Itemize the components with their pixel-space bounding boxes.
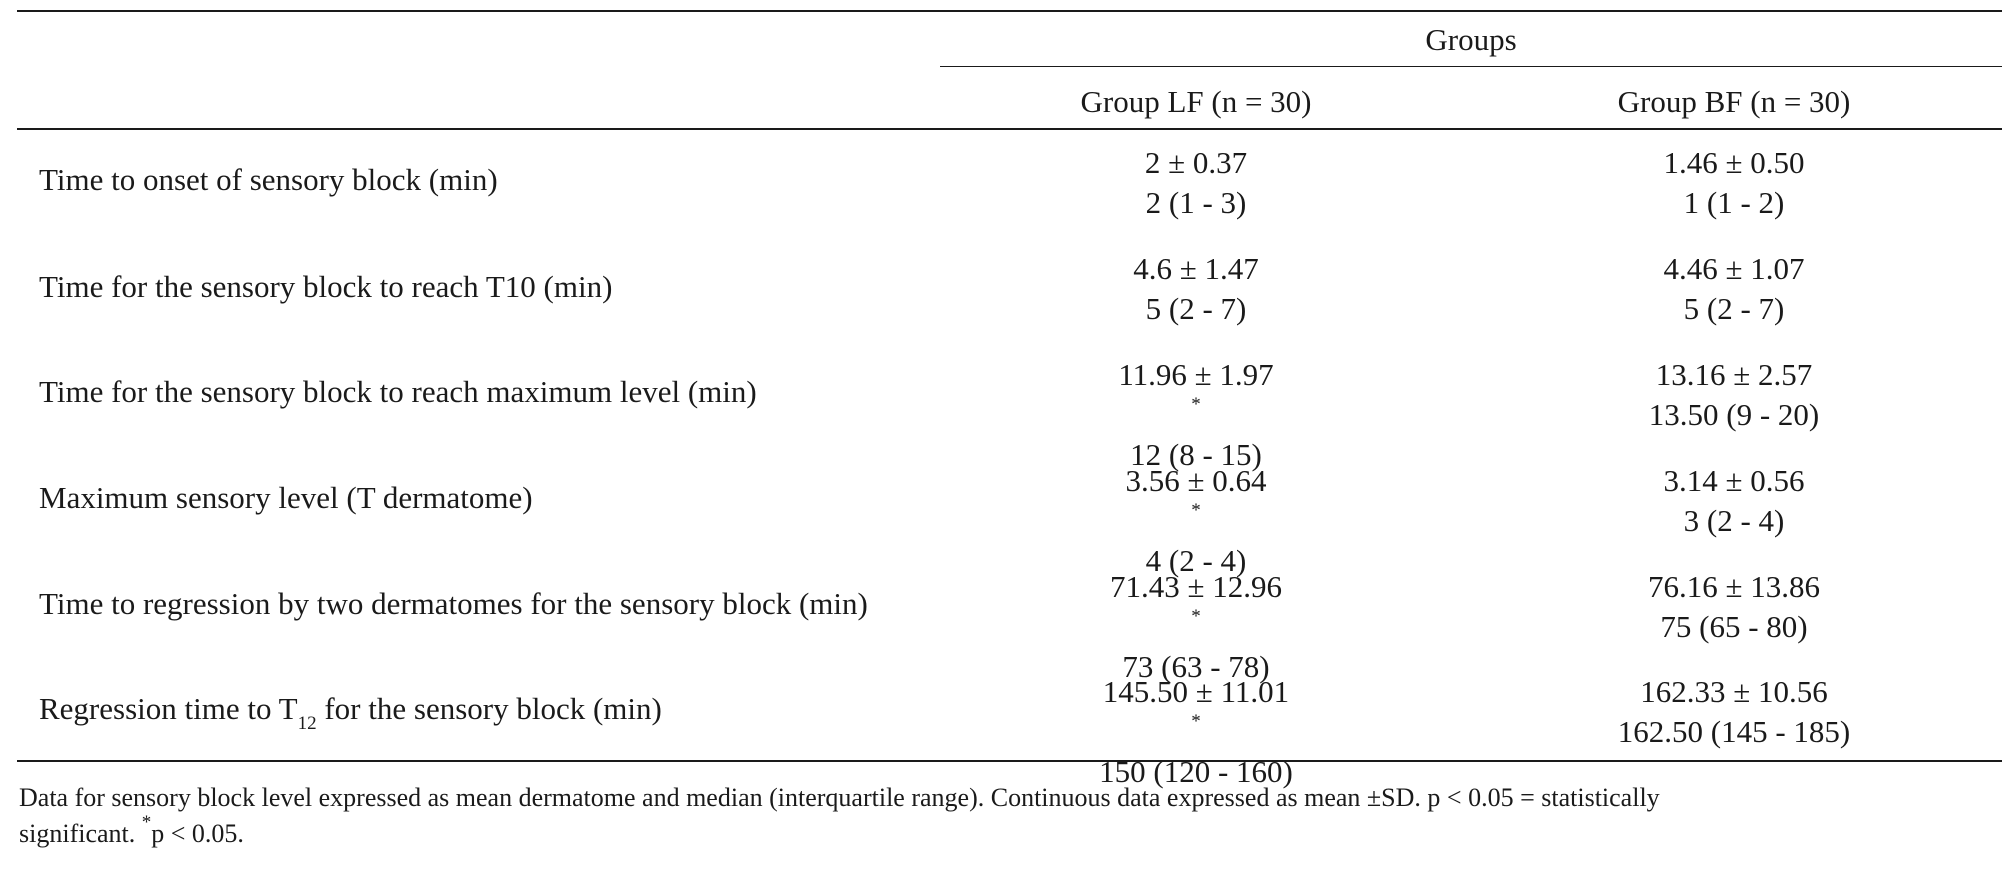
lf-mean: 2 ± 0.37 — [1144, 145, 1248, 180]
column-header-bf: Group BF (n = 30) — [1617, 84, 1851, 119]
bf-mean: 162.33 ± 10.56 — [1640, 674, 1828, 709]
bf-median: 162.50 (145 - 185) — [1617, 714, 1851, 749]
lf-cell — [1133, 249, 1259, 329]
row-label-subscript: 12 — [297, 713, 317, 735]
lf-cell — [1145, 143, 1247, 223]
lf-mean: 4.6 ± 1.47 — [1133, 251, 1259, 286]
lf-median: 12 (8 - 15) — [1130, 437, 1262, 472]
footnote-line-1: Data for sensory block level expressed as mean dermatome and median (interquartile range). Continuous data expressed as mean ±SD. p < 0.05 = statistically — [19, 783, 1660, 812]
bottom-rule — [17, 760, 2002, 762]
footnote-line-2-pre: significant. — [19, 819, 142, 848]
lf-cell — [1118, 355, 1273, 475]
bf-cell — [1618, 672, 1850, 752]
bf-mean: 3.14 ± 0.56 — [1663, 463, 1805, 498]
top-rule — [17, 10, 2002, 12]
bf-median: 1 (1 - 2) — [1683, 185, 1785, 220]
bf-median: 3 (2 - 4) — [1683, 503, 1785, 538]
bf-mean: 1.46 ± 0.50 — [1663, 145, 1805, 180]
bf-cell — [1663, 249, 1804, 329]
lf-median: 73 (63 - 78) — [1122, 649, 1270, 684]
bf-mean: 4.46 ± 1.07 — [1663, 251, 1805, 286]
lf-mean: 145.50 ± 11.01 — [1102, 674, 1290, 709]
lf-mean: 71.43 ± 12.96 — [1109, 569, 1283, 604]
lf-cell — [1099, 672, 1293, 792]
row-label: Time for the sensory block to reach T10 (min) — [39, 269, 613, 304]
column-header-lf: Group LF (n = 30) — [1080, 84, 1312, 119]
row-label — [39, 691, 662, 735]
bf-mean: 13.16 ± 2.57 — [1655, 357, 1813, 392]
lf-mean: 11.96 ± 1.97 — [1118, 357, 1274, 392]
lf-median: 4 (2 - 4) — [1145, 543, 1247, 578]
lf-median: 2 (1 - 3) — [1145, 185, 1247, 220]
lf-cell — [1110, 567, 1282, 687]
row-label-post: for the sensory block (min) — [316, 691, 662, 726]
row-label: Time to onset of sensory block (min) — [39, 162, 498, 197]
lf-cell — [1125, 461, 1266, 581]
bf-median: 75 (65 - 80) — [1660, 609, 1808, 644]
bf-cell — [1663, 461, 1804, 541]
row-label-pre: Regression time to T — [39, 691, 298, 726]
table-footnote — [19, 780, 1660, 852]
footnote-line-2 — [19, 812, 1660, 852]
significance-mark: * — [141, 812, 152, 834]
groups-underline — [940, 66, 2002, 67]
significance-mark: * — [1191, 393, 1201, 415]
bf-median: 13.50 (9 - 20) — [1648, 397, 1820, 432]
footnote-line-2-text: p < 0.05. — [151, 819, 244, 848]
bf-cell — [1648, 567, 1820, 647]
bf-median: 5 (2 - 7) — [1683, 291, 1785, 326]
row-label: Time for the sensory block to reach maximum level (min) — [39, 374, 757, 409]
row-label: Maximum sensory level (T dermatome) — [39, 480, 533, 515]
significance-mark: * — [1191, 710, 1201, 732]
bf-mean: 76.16 ± 13.86 — [1647, 569, 1821, 604]
groups-header: Groups — [1425, 22, 1517, 57]
significance-mark: * — [1191, 605, 1201, 627]
bf-cell — [1649, 355, 1819, 435]
header-rule — [17, 128, 2002, 130]
significance-mark: * — [1191, 499, 1201, 521]
lf-median: 150 (120 - 160) — [1099, 754, 1293, 789]
bf-cell — [1663, 143, 1804, 223]
row-label: Time to regression by two dermatomes for the sensory block (min) — [39, 586, 868, 621]
lf-mean: 3.56 ± 0.64 — [1125, 463, 1267, 498]
lf-median: 5 (2 - 7) — [1145, 291, 1247, 326]
